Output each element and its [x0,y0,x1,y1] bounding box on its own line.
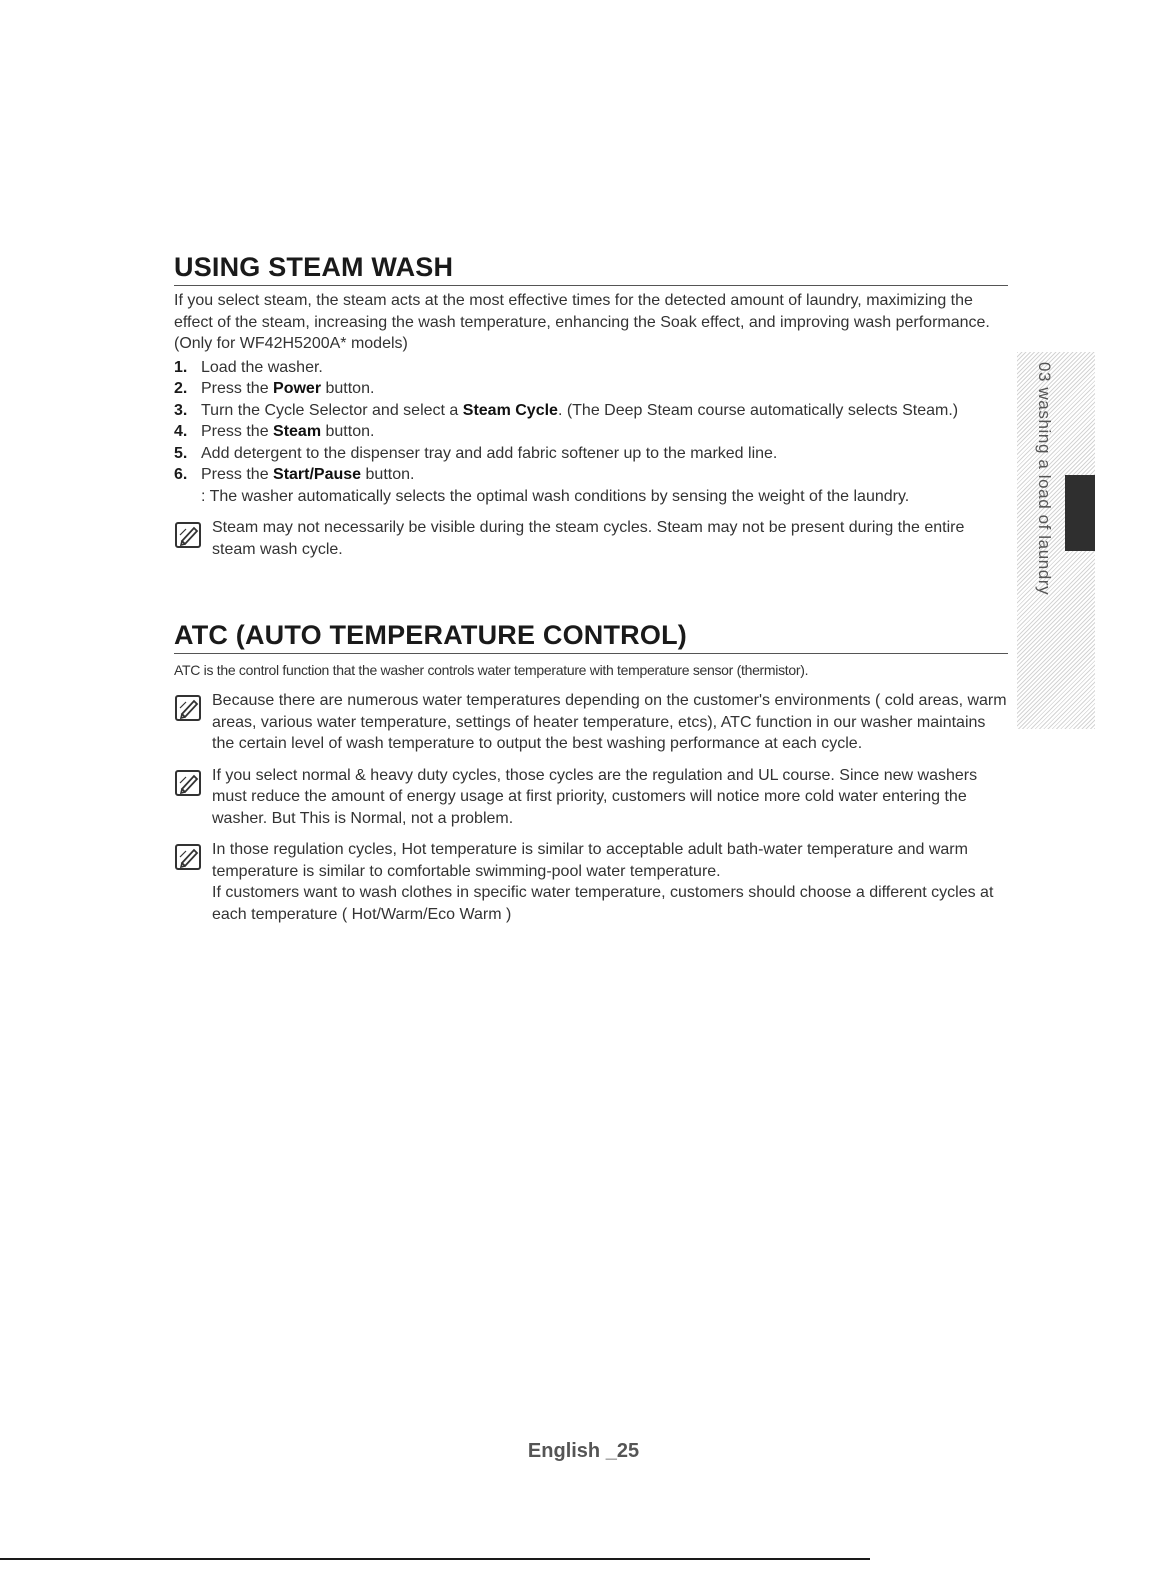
step-text: Press the Steam button. [201,423,375,440]
note-text: If you select normal & heavy duty cycles, those cycles are the regulation and UL course. Since new washers must reduce the amount of energy usage at first priority, customers will notice more cold water entering the washer. But This is Normal, not a problem. [212,766,978,827]
step-item [174,421,1008,443]
note-pencil-icon [174,765,212,830]
step-item [174,400,1008,422]
step-item [174,378,1008,400]
step-text: Turn the Cycle Selector and select a Steam Cycle. (The Deep Steam course automatically selects Steam.) [201,401,959,419]
step6-note-text: : The washer automatically selects the optimal wash conditions by sensing the weight of the laundry. [201,487,910,505]
note-block [174,839,1008,925]
section-atc [174,620,1008,925]
note-block [174,765,1008,830]
note-block [174,690,1008,755]
note-text: Steam may not necessarily be visible during the steam cycles. Steam may not be present during the entire steam wash cycle. [212,519,965,558]
step-text: Add detergent to the dispenser tray and add fabric softener up to the marked line. [201,444,778,462]
note-extra-text: If customers want to wash clothes in specific water temperature, customers should choose a different cycles at each temperature ( Hot/Warm/Eco Warm ) [212,884,994,923]
note-pencil-icon [174,839,212,925]
page-footer: English _25 [527,1440,640,1462]
note-text: Because there are numerous water temperatures depending on the customer's environments ( cold areas, warm areas, various water temperature, settings of heater temperature, etcs), ATC function in our washer maintains the certain level of wash temperature to output the best washing performance at each cycle. [212,692,1007,752]
section-title-atc: ATC (AUTO TEMPERATURE CONTROL) [174,620,1008,654]
note-pencil-icon [174,690,212,755]
step-number: 2. [174,380,188,397]
chapter-tab-marker [1065,475,1095,551]
note-pencil-icon [174,517,212,560]
chapter-tab-label: 03 washing a load of laundry [1035,362,1054,596]
step-text: Press the Power button. [201,380,375,397]
step-number: 3. [174,401,188,419]
step-item [174,443,1008,465]
step-item [174,357,1008,379]
step-number: 5. [174,444,188,462]
step-item [174,464,1008,486]
step-text: Load the washer. [201,358,323,376]
steps-list [174,357,1008,508]
atc-definition-text: ATC is the control function that the washer controls water temperature with temperature sensor (thermistor). [174,662,809,678]
section-using-steam-wash [174,252,1008,560]
step-text: Press the Start/Pause button. [201,466,415,483]
step-number: 1. [174,358,188,376]
section-title-steam-wash: USING STEAM WASH [174,252,1008,286]
bottom-divider [0,1558,870,1560]
note-text: In those regulation cycles, Hot temperature is similar to acceptable adult bath-water temperature and warm temperature is similar to comfortable swimming-pool water temperature. [212,841,968,880]
step-number: 4. [174,423,188,440]
steam-intro-text: If you select steam, the steam acts at the most effective times for the detected amount of laundry, maximizing the effect of the steam, increasing the wash temperature, enhancing the Soak effect, and improving wash performance. (Only for WF42H5200A* models) [174,292,990,352]
note-text-group [212,839,1008,925]
step-number: 6. [174,466,188,483]
note-block [174,517,1008,560]
